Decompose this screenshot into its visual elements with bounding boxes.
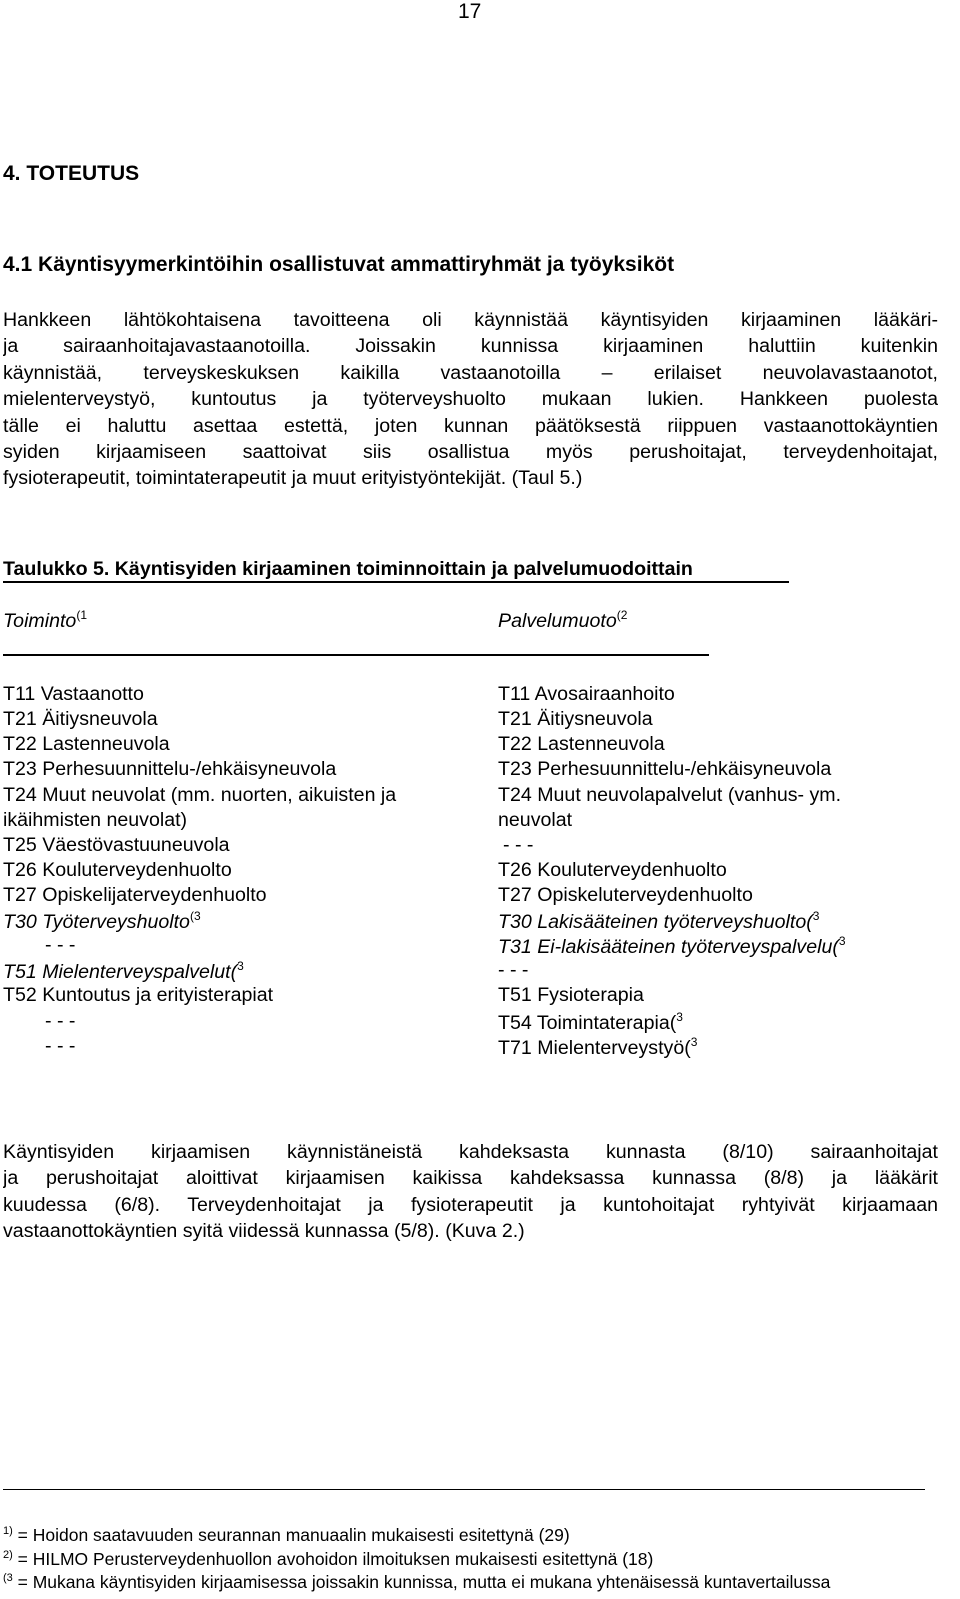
footnote-1: $^{1)}$ = Hoidon saatavuuden seurannan manuaalin mukaisesti esitettynä (29)	[3, 1525, 570, 1545]
table-row-right: T30 Lakisääteinen työterveyshuolto($^3$	[498, 909, 820, 933]
column-header-palvelumuoto: Palvelumuoto$^{(2}$	[498, 608, 628, 632]
page-number: 17	[458, 0, 482, 23]
table-row-right: - - -	[498, 959, 529, 981]
paragraph-line: syiden kirjaamiseen saattoivat siis osallistua myös perushoitajat, terveydenhoitajat,	[3, 440, 938, 463]
footnote-rule	[3, 1489, 925, 1490]
paragraph-line: Hankkeen lähtökohtaisena tavoitteena oli käynnistää käyntisyiden kirjaaminen lääkäri-	[3, 309, 938, 331]
footnote-3: $^{(3}$ = Mukana käyntisyiden kirjaamisessa joissakin kunnissa, mutta ei mukana yhtenäisessä kuntavertailussa	[3, 1572, 831, 1592]
table-row-left: T24 Muut neuvolat (mm. nuorten, aikuisten ja	[3, 784, 397, 806]
table-row-left: T51 Mielenterveyspalvelut($^3$	[3, 959, 244, 983]
paragraph-line: kuudessa (6/8). Terveydenhoitajat ja fysioterapeutit ja kuntohoitajat ryhtyivät kirjaamaan	[3, 1193, 938, 1216]
table-row-right: T26 Kouluterveydenhuolto	[498, 859, 727, 881]
table-row-right: T22 Lastenneuvola	[498, 733, 665, 755]
table-row-left: T30 Työterveyshuolto$^{(3}$	[3, 909, 201, 933]
table-row-left: ikäihmisten neuvolat)	[3, 809, 188, 831]
section-heading: 4. TOTEUTUS	[3, 162, 140, 185]
table-row-left: - - -	[45, 934, 76, 956]
table-row-right: neuvolat	[498, 809, 573, 831]
paragraph-line: käynnistää, terveyskeskuksen kaikilla vastaanotoilla – erilaiset neuvolavastaanotot,	[3, 361, 938, 384]
table-row-right: - - -	[503, 834, 534, 856]
footnote-2: $^{2)}$ = HILMO Perusterveydenhuollon avohoidon ilmoituksen mukaisesti esitettynä (18)	[3, 1549, 654, 1569]
paragraph-line: fysioterapeutit, toimintaterapeutit ja muut erityistyöntekijät. (Taul 5.)	[3, 467, 583, 490]
table-row-left: T23 Perhesuunnittelu-/ehkäisyneuvola	[3, 758, 337, 780]
table-row-left: - - -	[45, 1010, 76, 1032]
table-row-left: T25 Väestövastuuneuvola	[3, 834, 230, 856]
paragraph-line: ja perushoitajat aloittivat kirjaamisen kaikissa kahdeksassa kunnassa (8/8) ja lääkärit	[3, 1167, 938, 1190]
table-row-left: T52 Kuntoutus ja erityisterapiat	[3, 984, 274, 1006]
table-row-right: T21 Äitiysneuvola	[498, 708, 653, 730]
table-row-left: T22 Lastenneuvola	[3, 733, 170, 755]
table-row-right: T31 Ei-lakisääteinen työterveyspalvelu($^3$	[498, 934, 846, 958]
table-row-right: T51 Fysioterapia	[498, 984, 644, 1006]
paragraph-line: Käyntisyiden kirjaamisen käynnistäneistä kahdeksasta kunnasta (8/10) sairaanhoitajat	[3, 1141, 938, 1163]
paragraph-line: mielenterveystyö, kuntoutus ja työterveyshuolto mukaan lukien. Hankkeen puolesta	[3, 388, 938, 411]
table-row-left: T11 Vastaanotto	[3, 683, 144, 705]
table-caption: Taulukko 5. Käyntisyiden kirjaaminen toiminnoittain ja palvelumuodoittain	[3, 557, 789, 583]
table-row-right: T11 Avosairaanhoito	[498, 683, 675, 705]
table-row-right: T24 Muut neuvolapalvelut (vanhus- ym.	[498, 784, 842, 806]
paragraph-line: vastaanottokäyntien syitä viidessä kunnassa (5/8). (Kuva 2.)	[3, 1220, 525, 1243]
table-row-left: - - -	[45, 1035, 76, 1057]
subsection-heading: 4.1 Käyntisyymerkintöihin osallistuvat ammattiryhmät ja työyksiköt	[3, 253, 675, 276]
table-row-left: T21 Äitiysneuvola	[3, 708, 158, 730]
paragraph-line: ja sairaanhoitajavastaanotoilla. Joissakin kunnissa kirjaaminen haluttiin kuitenkin	[3, 335, 938, 358]
table-header-rule	[3, 654, 709, 656]
table-row-left: T26 Kouluterveydenhuolto	[3, 859, 232, 881]
table-row-right: T71 Mielenterveystyö($^3$	[498, 1035, 698, 1059]
table-row-right: T54 Toimintaterapia($^3$	[498, 1010, 683, 1034]
column-header-toiminto: Toiminto$^{(1}$	[3, 608, 88, 632]
table-row-left: T27 Opiskelijaterveydenhuolto	[3, 884, 267, 906]
paragraph-line: tälle ei haluttu asettaa estettä, joten kunnan päätöksestä riippuen vastaanottokäyntien	[3, 414, 938, 437]
paragraph-intro	[3, 307, 938, 492]
paragraph-summary	[3, 1139, 938, 1245]
table-row-right: T23 Perhesuunnittelu-/ehkäisyneuvola	[498, 758, 832, 780]
table-row-right: T27 Opiskeluterveydenhuolto	[498, 884, 753, 906]
